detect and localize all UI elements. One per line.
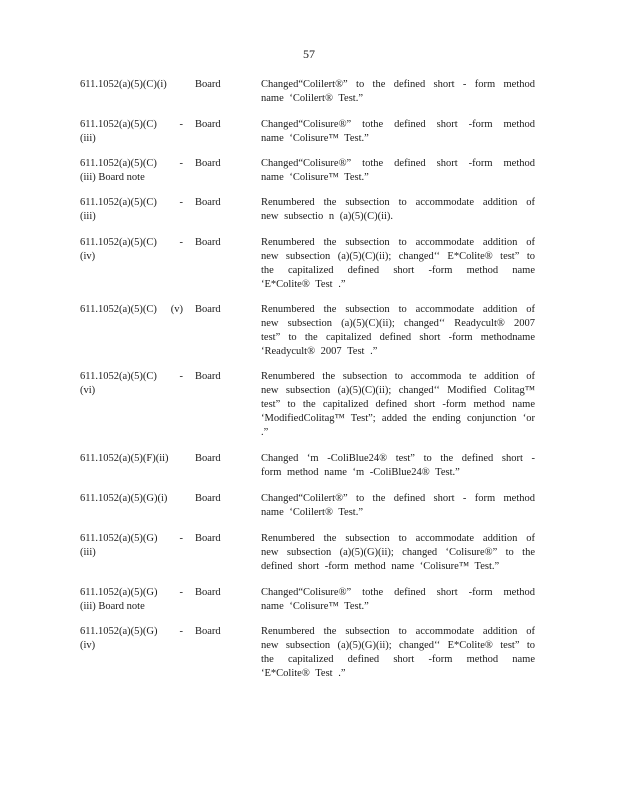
section-cell xyxy=(80,236,195,264)
section-reference: 611.1052(a)(5)(G) (iii) Board note xyxy=(80,587,158,612)
table-row xyxy=(80,78,535,106)
section-reference: 611.1052(a)(5)(C) (vi) xyxy=(80,371,157,396)
changes-table xyxy=(80,78,535,681)
source-cell: Board xyxy=(195,493,221,504)
table-row xyxy=(80,196,535,224)
section-reference: 611.1052(a)(5)(C) (iii) xyxy=(80,119,157,144)
source-cell: Board xyxy=(195,371,221,382)
section-cell xyxy=(80,452,195,466)
section-reference: 611.1052(a)(5)(C) (iii) xyxy=(80,197,157,222)
section-reference: 611.1052(a)(5)(F)(ii) xyxy=(80,453,169,464)
section-suffix: - xyxy=(179,197,183,208)
section-cell xyxy=(80,586,195,614)
section-reference: 611.1052(a)(5)(G) (iv) xyxy=(80,626,158,651)
section-suffix: - xyxy=(179,533,183,544)
source-cell: Board xyxy=(195,626,221,637)
section-reference: 611.1052(a)(5)(C) (iv) xyxy=(80,237,157,262)
section-cell xyxy=(80,492,195,506)
change-description: Renumbered the subsection to accommoda te addition of new subsection (a)(5)(C)(ii); changed‘‘ Modified Colitag™ test” to the capitalized defined short -form method name ‘ModifiedColitag™ Test”; added the ending conjunction ‘or .” xyxy=(261,371,535,438)
table-row xyxy=(80,303,535,359)
section-cell xyxy=(80,196,195,224)
change-description: Renumbered the subsection to accommodate addition of new subsection (a)(5)(G)(ii); changed ‘Colisure®” to the defined short -form method name ‘Colisure™ Test.” xyxy=(261,533,535,572)
change-description: Renumbered the subsection to accommodate addition of new subsection (a)(5)(C)(ii); changed‘‘ Readycult® 2007 test” to the capitalized defined short -form methodname ‘Readycult® 2007 Test .” xyxy=(261,304,535,357)
section-suffix: (v) xyxy=(170,304,183,315)
section-cell xyxy=(80,157,195,185)
change-description: Renumbered the subsection to accommodate addition of new subsection (a)(5)(C)(ii); changed‘‘ E*Colite® test” to the capitalized defined short -form method name ‘E*Colite® Test .” xyxy=(261,237,535,290)
source-cell: Board xyxy=(195,158,221,169)
section-reference: 611.1052(a)(5)(G)(i) xyxy=(80,493,168,504)
section-suffix: - xyxy=(179,158,183,169)
section-reference: 611.1052(a)(5)(C) xyxy=(80,304,157,315)
table-row xyxy=(80,236,535,292)
section-reference: 611.1052(a)(5)(G) (iii) xyxy=(80,533,158,558)
change-description: Changed“Colilert®” to the defined short - form method name ‘Colilert® Test.” xyxy=(261,79,535,104)
source-cell: Board xyxy=(195,237,221,248)
source-cell: Board xyxy=(195,304,221,315)
section-cell xyxy=(80,532,195,560)
source-cell: Board xyxy=(195,197,221,208)
section-suffix: - xyxy=(179,371,183,382)
table-row xyxy=(80,370,535,440)
section-reference: 611.1052(a)(5)(C) (iii) Board note xyxy=(80,158,157,183)
page-number: 57 xyxy=(303,47,315,61)
table-row xyxy=(80,625,535,681)
source-cell: Board xyxy=(195,533,221,544)
section-suffix: - xyxy=(179,626,183,637)
table-row xyxy=(80,118,535,146)
section-cell xyxy=(80,625,195,653)
section-cell xyxy=(80,370,195,398)
source-cell: Board xyxy=(195,587,221,598)
change-description: Renumbered the subsection to accommodate addition of new subsectio n (a)(5)(C)(ii). xyxy=(261,197,535,222)
section-suffix: - xyxy=(179,119,183,130)
section-cell xyxy=(80,118,195,146)
change-description: Changed“Colilert®” to the defined short - form method name ‘Colilert® Test.” xyxy=(261,493,535,518)
source-cell: Board xyxy=(195,119,221,130)
change-description: Changed“Colisure®” tothe defined short -form method name ‘Colisure™ Test.” xyxy=(261,587,535,612)
change-description: Changed“Colisure®” tothe defined short -form method name ‘Colisure™ Test.” xyxy=(261,158,535,183)
section-reference: 611.1052(a)(5)(C)(i) xyxy=(80,79,167,90)
change-description: Changed ‘m -ColiBlue24® test” to the defined short - form method name ‘m -ColiBlue24® Test.” xyxy=(261,453,535,478)
change-description: Changed“Colisure®” tothe defined short -form method name ‘Colisure™ Test.” xyxy=(261,119,535,144)
table-row xyxy=(80,492,535,520)
table-row xyxy=(80,452,535,480)
source-cell: Board xyxy=(195,453,221,464)
change-description: Renumbered the subsection to accommodate addition of new subsection (a)(5)(G)(ii); changed‘‘ E*Colite® test” to the capitalized defined short -form method name ‘E*Colite® Test .” xyxy=(261,626,535,679)
section-suffix: - xyxy=(179,587,183,598)
source-cell: Board xyxy=(195,79,221,90)
section-cell xyxy=(80,78,195,92)
table-row xyxy=(80,157,535,185)
table-row xyxy=(80,532,535,574)
table-row xyxy=(80,586,535,614)
section-cell xyxy=(80,303,195,317)
section-suffix: - xyxy=(179,237,183,248)
